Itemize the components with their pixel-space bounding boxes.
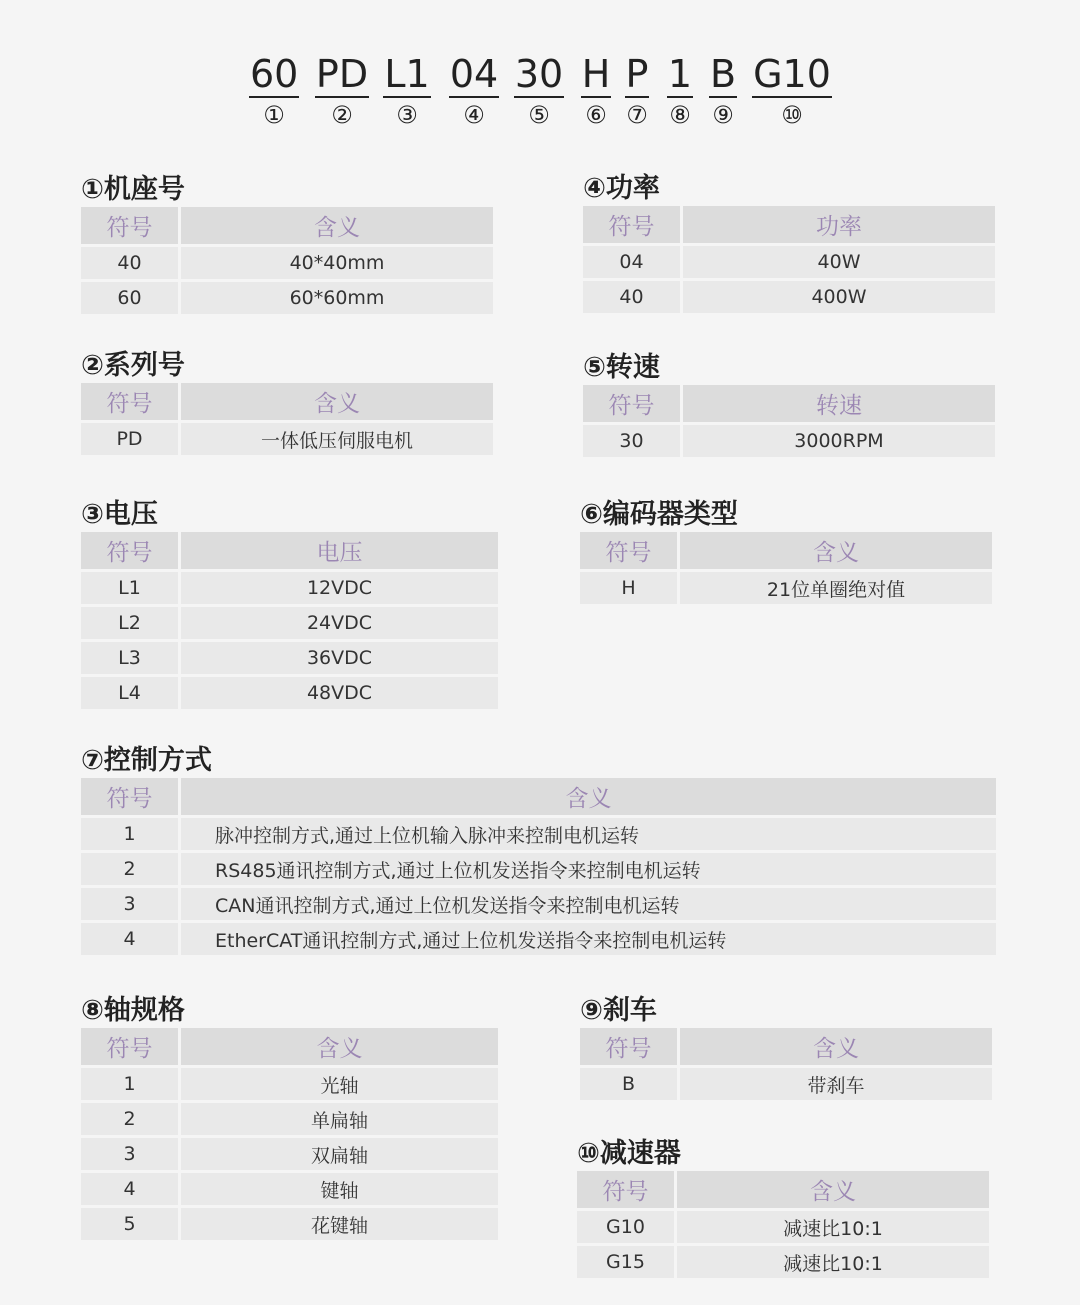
- section-title: ⑤转速: [583, 352, 660, 383]
- section-title: ①机座号: [81, 174, 185, 205]
- header-symbol: 符号: [577, 1171, 677, 1208]
- cell-symbol: L2: [81, 607, 181, 639]
- section-frame: [81, 172, 493, 317]
- header-symbol: 符号: [81, 532, 181, 569]
- table-row: [81, 1138, 498, 1170]
- cell-meaning: 12VDC: [181, 572, 498, 604]
- table-row: [81, 572, 498, 604]
- header-symbol: 符号: [583, 206, 683, 243]
- cell-meaning: 60*60mm: [181, 282, 493, 314]
- cell-meaning: 脉冲控制方式,通过上位机输入脉冲来控制电机运转: [181, 818, 996, 850]
- header-meaning: 电压: [181, 532, 498, 569]
- table-header-row: [81, 532, 498, 569]
- section-title: ⑥编码器类型: [580, 499, 738, 530]
- header-symbol: 符号: [81, 778, 181, 815]
- code-index: ⑨: [712, 101, 734, 129]
- code-index: ②: [331, 101, 353, 129]
- section-title: ②系列号: [81, 350, 185, 381]
- table-row: [81, 282, 493, 314]
- section-title: ⑦控制方式: [81, 745, 212, 776]
- code-segment-frame: [249, 52, 299, 130]
- cell-meaning: 减速比10:1: [677, 1211, 989, 1243]
- spec-table: [81, 380, 493, 458]
- header-meaning: 含义: [181, 207, 493, 244]
- code-part: H: [581, 52, 611, 96]
- cell-symbol: 5: [81, 1208, 181, 1240]
- code-part: G10: [753, 52, 831, 96]
- code-segment-voltage: [382, 52, 432, 130]
- table-row: [580, 1068, 992, 1100]
- cell-meaning: 花键轴: [181, 1208, 498, 1240]
- code-index: ①: [263, 101, 285, 129]
- cell-symbol: L4: [81, 677, 181, 709]
- header-meaning: 含义: [677, 1171, 989, 1208]
- code-part: 30: [514, 52, 564, 96]
- cell-meaning: 键轴: [181, 1173, 498, 1205]
- code-segment-power: [448, 52, 500, 130]
- spec-table: [583, 203, 995, 316]
- code-part: 04: [449, 52, 499, 96]
- header-meaning: 转速: [683, 385, 995, 422]
- cell-symbol: 1: [81, 818, 181, 850]
- table-row: [583, 425, 995, 457]
- header-symbol: 符号: [81, 383, 181, 420]
- spec-table: [81, 1025, 498, 1243]
- code-index: ③: [396, 101, 418, 129]
- cell-symbol: G15: [577, 1246, 677, 1278]
- code-segment-series: [314, 52, 370, 130]
- spec-table: [583, 382, 995, 460]
- code-part: PD: [315, 52, 369, 96]
- header-symbol: 符号: [580, 532, 680, 569]
- model-code: [0, 52, 1080, 132]
- cell-symbol: 4: [81, 1173, 181, 1205]
- table-row: [81, 1103, 498, 1135]
- table-header-row: [583, 206, 995, 243]
- cell-meaning: 48VDC: [181, 677, 498, 709]
- table-header-row: [583, 385, 995, 422]
- table-row: [583, 246, 995, 278]
- spec-table: [81, 204, 493, 317]
- table-header-row: [81, 383, 493, 420]
- code-index: ⑧: [669, 101, 691, 129]
- code-part: P: [625, 52, 649, 96]
- table-header-row: [580, 532, 992, 569]
- cell-symbol: PD: [81, 423, 181, 455]
- section-reducer: [577, 1136, 989, 1281]
- table-header-row: [81, 1028, 498, 1065]
- cell-meaning: 21位单圈绝对值: [680, 572, 992, 604]
- table-row: [580, 572, 992, 604]
- section-title: ③电压: [81, 499, 158, 530]
- header-meaning: 含义: [680, 1028, 992, 1065]
- table-row: [81, 1068, 498, 1100]
- table-row: [81, 247, 493, 279]
- cell-meaning: 单扁轴: [181, 1103, 498, 1135]
- cell-symbol: L3: [81, 642, 181, 674]
- cell-meaning: 36VDC: [181, 642, 498, 674]
- cell-meaning: EtherCAT通讯控制方式,通过上位机发送指令来控制电机运转: [181, 923, 996, 955]
- cell-symbol: 2: [81, 1103, 181, 1135]
- cell-symbol: L1: [81, 572, 181, 604]
- spec-table: [577, 1168, 989, 1281]
- cell-meaning: CAN通讯控制方式,通过上位机发送指令来控制电机运转: [181, 888, 996, 920]
- code-index: ④: [463, 101, 485, 129]
- code-part: 60: [250, 52, 299, 96]
- cell-symbol: H: [580, 572, 680, 604]
- cell-meaning: 3000RPM: [683, 425, 995, 457]
- section-shaft: [81, 993, 498, 1243]
- code-index: ⑥: [585, 101, 607, 129]
- table-row: [81, 923, 996, 955]
- cell-meaning: 400W: [683, 281, 995, 313]
- code-part: 1: [667, 52, 693, 96]
- section-encoder: [580, 497, 992, 607]
- spec-table: [580, 529, 992, 607]
- table-row: [81, 818, 996, 850]
- cell-meaning: 24VDC: [181, 607, 498, 639]
- spec-table: [580, 1025, 992, 1103]
- table-row: [81, 642, 498, 674]
- cell-symbol: 2: [81, 853, 181, 885]
- table-row: [81, 1208, 498, 1240]
- code-segment-reducer: [752, 52, 832, 130]
- code-part: B: [709, 52, 737, 96]
- section-title: ⑧轴规格: [81, 995, 185, 1026]
- cell-symbol: 3: [81, 1138, 181, 1170]
- table-row: [81, 1173, 498, 1205]
- code-part: L1: [384, 52, 430, 96]
- header-symbol: 符号: [81, 207, 181, 244]
- cell-meaning: 40W: [683, 246, 995, 278]
- section-title: ⑩减速器: [577, 1138, 681, 1169]
- code-index: ⑦: [626, 101, 648, 129]
- header-meaning: 含义: [181, 383, 493, 420]
- header-symbol: 符号: [583, 385, 683, 422]
- cell-meaning: 40*40mm: [181, 247, 493, 279]
- table-row: [81, 677, 498, 709]
- cell-symbol: 30: [583, 425, 683, 457]
- code-index: ⑩: [781, 101, 803, 129]
- section-title: ④功率: [583, 173, 660, 204]
- cell-symbol: 60: [81, 282, 181, 314]
- section-series: [81, 348, 493, 458]
- cell-meaning: 双扁轴: [181, 1138, 498, 1170]
- code-index: ⑤: [528, 101, 550, 129]
- table-header-row: [580, 1028, 992, 1065]
- cell-meaning: RS485通讯控制方式,通过上位机发送指令来控制电机运转: [181, 853, 996, 885]
- table-row: [81, 423, 493, 455]
- section-power: [583, 171, 995, 316]
- header-meaning: 含义: [181, 778, 996, 815]
- cell-symbol: B: [580, 1068, 680, 1100]
- cell-meaning: 带刹车: [680, 1068, 992, 1100]
- cell-symbol: 3: [81, 888, 181, 920]
- section-brake: [580, 993, 992, 1103]
- section-title: ⑨刹车: [580, 995, 657, 1026]
- section-control: [81, 743, 996, 958]
- code-segment-shaft: [664, 52, 696, 130]
- header-symbol: 符号: [81, 1028, 181, 1065]
- code-segment-brake: [706, 52, 740, 130]
- cell-meaning: 一体低压伺服电机: [181, 423, 493, 455]
- table-row: [81, 853, 996, 885]
- cell-symbol: 1: [81, 1068, 181, 1100]
- cell-meaning: 减速比10:1: [677, 1246, 989, 1278]
- code-segment-speed: [513, 52, 565, 130]
- spec-table: [81, 529, 498, 712]
- cell-symbol: 40: [81, 247, 181, 279]
- table-row: [81, 888, 996, 920]
- header-meaning: 含义: [181, 1028, 498, 1065]
- header-meaning: 含义: [680, 532, 992, 569]
- code-segment-encoder: [578, 52, 614, 130]
- cell-symbol: 04: [583, 246, 683, 278]
- cell-symbol: G10: [577, 1211, 677, 1243]
- cell-symbol: 40: [583, 281, 683, 313]
- table-header-row: [81, 778, 996, 815]
- code-segment-control: [620, 52, 654, 130]
- table-header-row: [81, 207, 493, 244]
- section-speed: [583, 350, 995, 460]
- table-row: [577, 1211, 989, 1243]
- table-row: [577, 1246, 989, 1278]
- header-meaning: 功率: [683, 206, 995, 243]
- table-header-row: [577, 1171, 989, 1208]
- section-voltage: [81, 497, 498, 712]
- header-symbol: 符号: [580, 1028, 680, 1065]
- spec-table: [81, 775, 996, 958]
- table-row: [81, 607, 498, 639]
- cell-meaning: 光轴: [181, 1068, 498, 1100]
- cell-symbol: 4: [81, 923, 181, 955]
- table-row: [583, 281, 995, 313]
